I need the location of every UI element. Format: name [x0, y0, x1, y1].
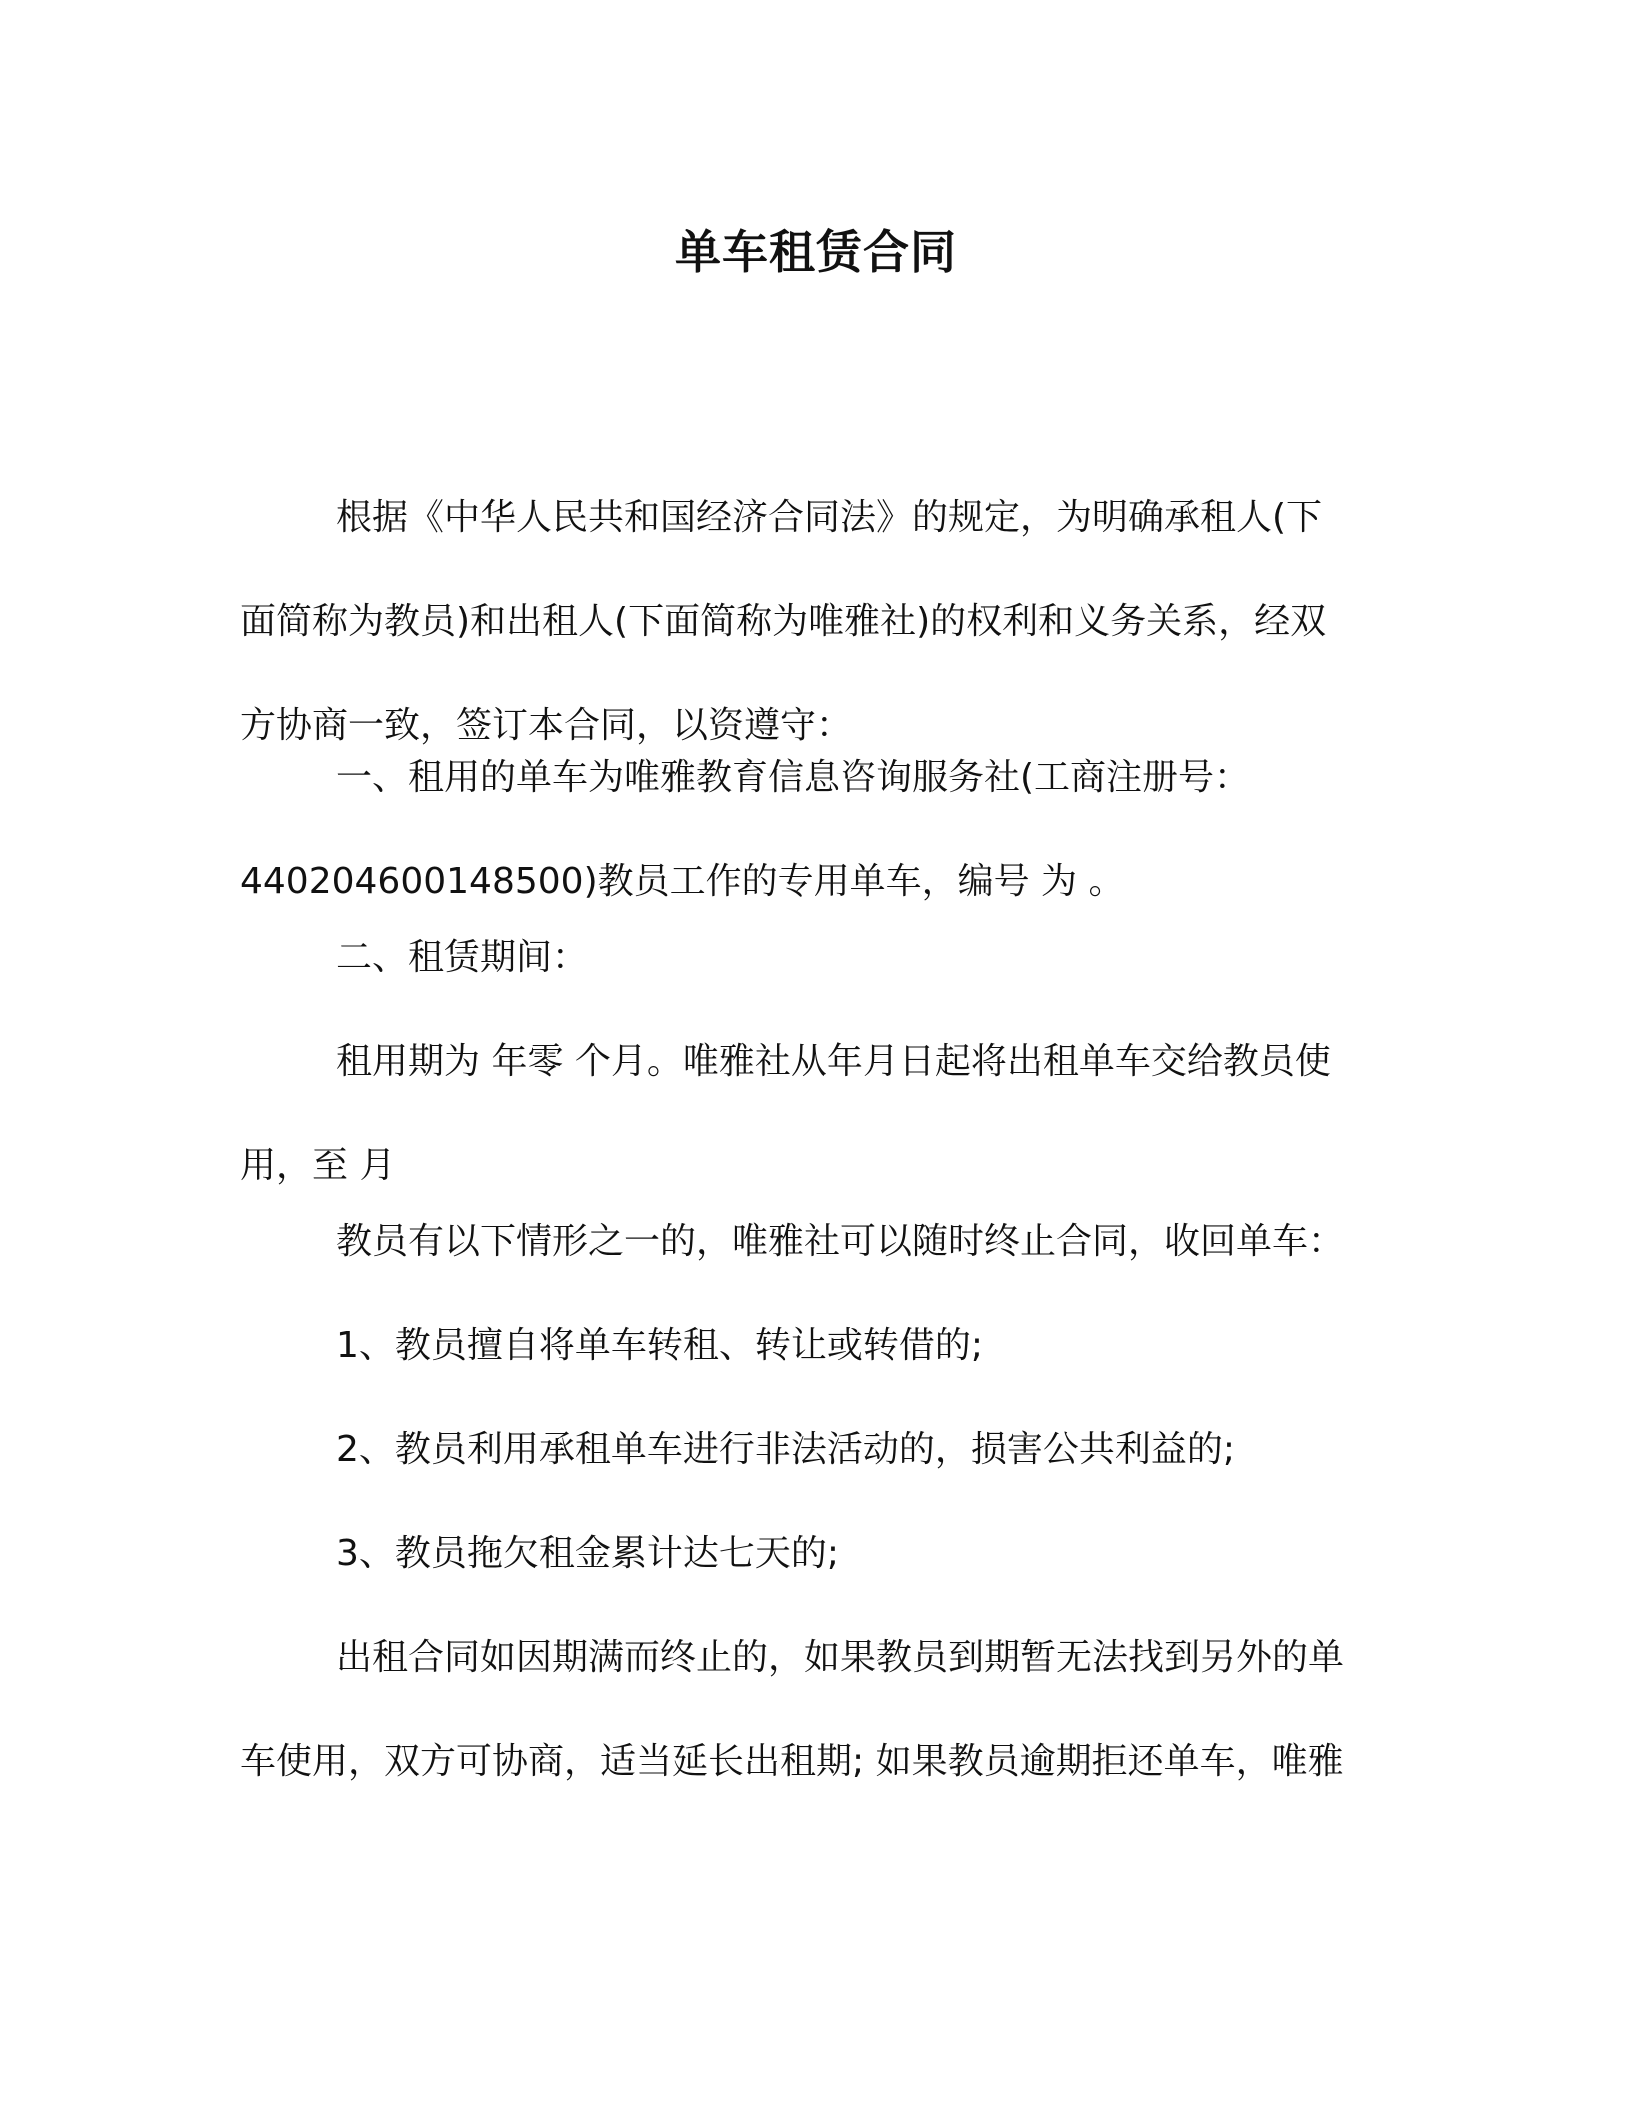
paragraph-line: 二、租赁期间： — [336, 937, 589, 978]
document-title: 单车租赁合同 — [675, 225, 957, 279]
paragraph-line: 租用期为 年零 个月。唯雅社从年月日起将出租单车交给教员使 — [336, 1041, 1331, 1082]
paragraph-line: 出租合同如因期满而终止的，如果教员到期暂无法找到另外的单 — [336, 1637, 1345, 1678]
paragraph-line: 方协商一致，签订本合同，以资遵守： — [240, 705, 853, 746]
paragraph-line: 车使用，双方可协商，适当延长出租期; 如果教员逾期拒还单车，唯雅 — [240, 1741, 1344, 1782]
paragraph-clause-1 — [240, 726, 1376, 934]
paragraph-line: 用，至 月 — [240, 1145, 396, 1186]
paragraph-clause-2-heading — [240, 906, 1376, 1010]
paragraph-line: 面简称为教员)和出租人(下面简称为唯雅社)的权利和义务关系，经双 — [240, 601, 1327, 642]
paragraph-line: 一、租用的单车为唯雅教育信息咨询服务社(工商注册号： — [336, 757, 1251, 798]
paragraph-line: 2、教员利用承租单车进行非法活动的，损害公共利益的; — [336, 1429, 1236, 1470]
list-item-2 — [240, 1398, 1376, 1502]
paragraph-lease-term — [240, 1010, 1376, 1218]
paragraph-line: 根据《中华人民共和国经济合同法》的规定，为明确承租人(下 — [336, 497, 1323, 538]
paragraph-line: 教员有以下情形之一的，唯雅社可以随时终止合同，收回单车： — [336, 1221, 1345, 1262]
list-item-1 — [240, 1294, 1376, 1398]
paragraph-line: 3、教员拖欠租金累计达七天的; — [336, 1533, 840, 1574]
paragraph-termination-intro — [240, 1190, 1376, 1294]
paragraph-line: 1、教员擅自将单车转租、转让或转借的; — [336, 1325, 984, 1366]
paragraph-expiry — [240, 1606, 1376, 1814]
list-item-3 — [240, 1502, 1376, 1606]
paragraph-line: 440204600148500)教员工作的专用单车，编号 为 。 — [240, 861, 1125, 902]
